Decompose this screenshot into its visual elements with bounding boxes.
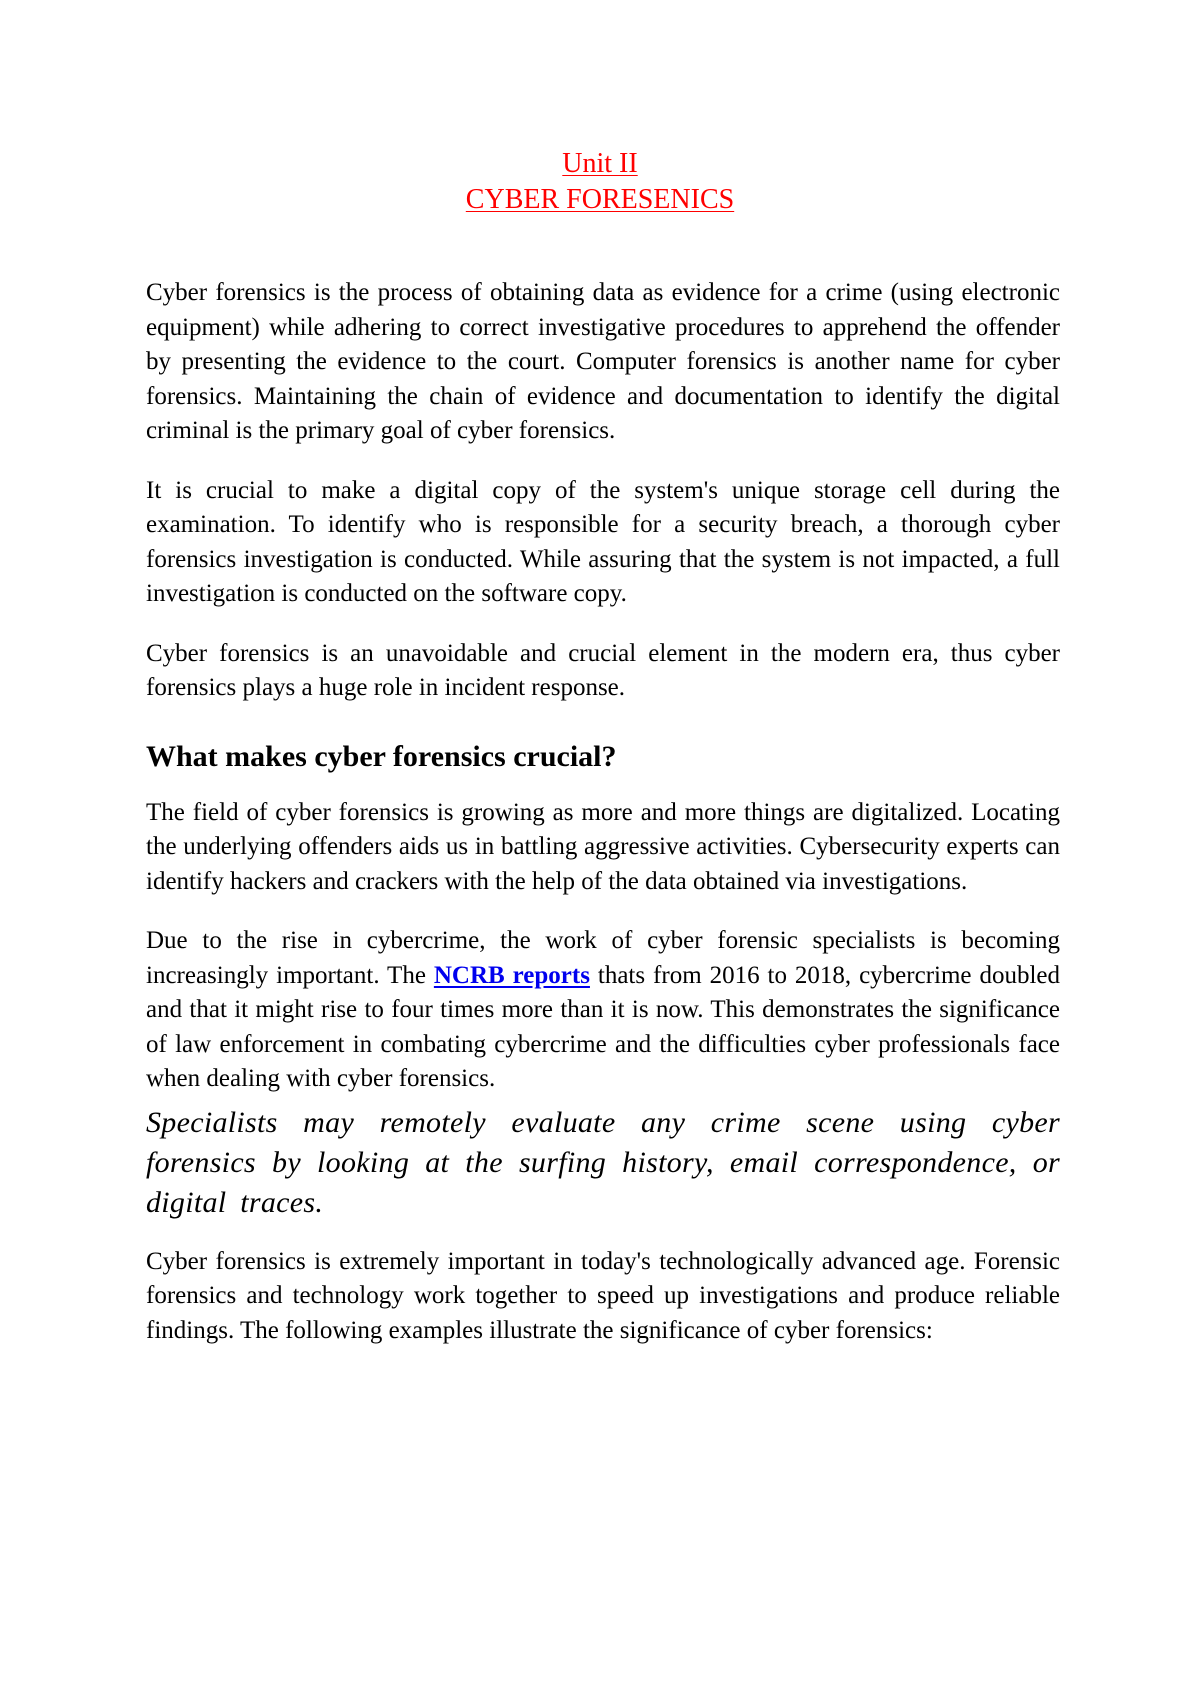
intro-paragraph-2: It is crucial to make a digital copy of the system's unique storage cell during the examination. To identify who is responsible for a security breach, a thorough cyber forensics investigation is conducted. While assuring that the system is not impacted, a full investigation is conducted on the software copy.: [146, 476, 1060, 607]
document-title: CYBER FORESENICS: [465, 184, 735, 215]
intro-paragraph-1: Cyber forensics is the process of obtaining data as evidence for a crime (using electronic equipment) while adhering to correct investigative procedures to apprehend the offender by presenting the evidence to the court. Computer forensics is another name for cyber forensics. Maintaining the chain of evidence and documentation to identify the digital criminal is the primary goal of cyber forensics.: [146, 279, 1060, 444]
section-paragraph-2: [146, 924, 1060, 1097]
unit-label: Unit II: [562, 148, 638, 179]
intro-paragraph-3: Cyber forensics is an unavoidable and crucial element in the modern era, thus cyber forensics plays a huge role in incident response.: [146, 639, 1060, 701]
document-body: [146, 276, 1060, 1373]
section-paragraph-1: The field of cyber forensics is growing as more and more things are digitalized. Locating the underlying offenders aids us in battling aggressive activities. Cybersecurity experts can identify hackers and crackers with the help of the data obtained via investigations.: [146, 798, 1060, 895]
paragraph-text-before-link: Due to the rise in cybercrime, the work of cyber forensic specialists is becoming increasingly important. The: [146, 927, 1060, 989]
section-heading: What makes cyber forensics crucial?: [146, 739, 617, 773]
italic-quote: Specialists may remotely evaluate any crime scene using cyber forensics by looking at the surfing history, email correspondence, or digital traces.: [146, 1105, 1060, 1219]
paragraph-text-after-link: thats from 2016 to 2018, cybercrime doubled and that it might rise to four times more than it is now. This demonstrates the significance of law enforcement in combating cybercrime and the difficulties cyber professionals face when dealing with cyber forensics.: [146, 961, 1060, 1092]
ncrb-reports-link[interactable]: NCRB reports: [433, 961, 590, 989]
document-header: [0, 146, 1200, 218]
section-paragraph-3: Cyber forensics is extremely important in today's technologically advanced age. Forensic forensics and technology work together to speed up investigations and produce reliable findings. The following examples illustrate the significance of cyber forensics:: [146, 1247, 1060, 1344]
